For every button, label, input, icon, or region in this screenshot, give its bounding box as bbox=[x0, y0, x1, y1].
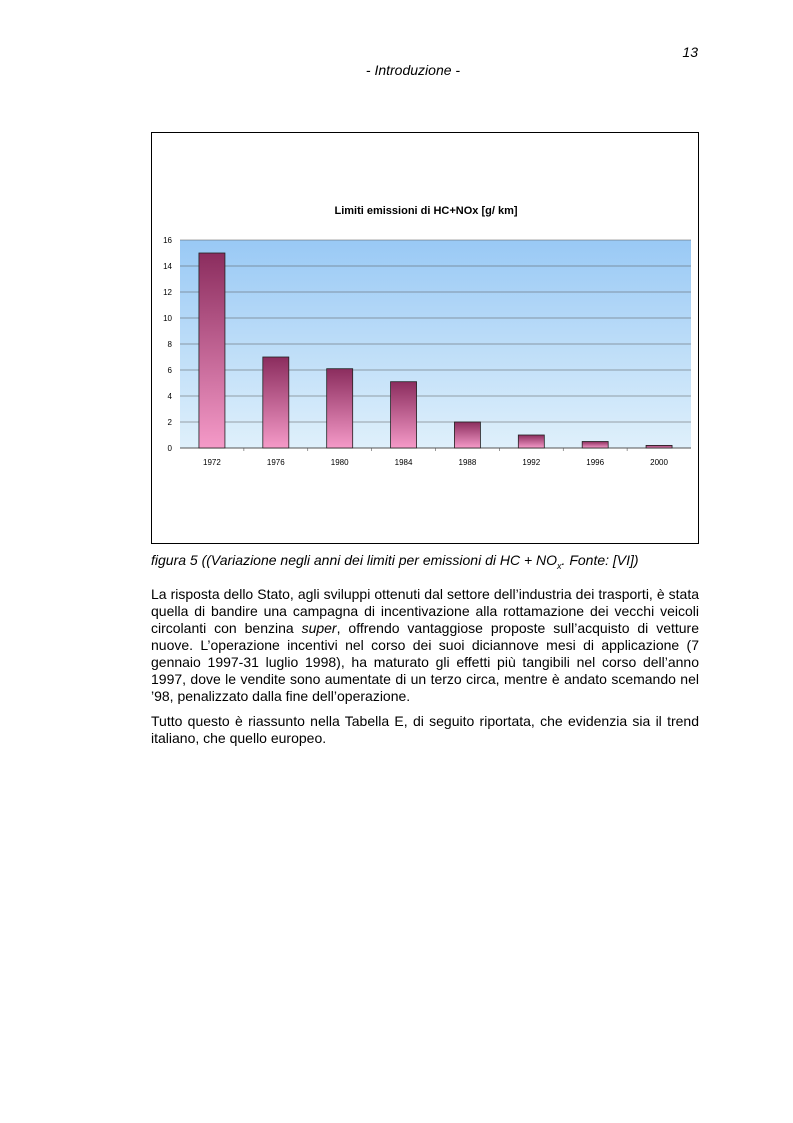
bar-1980 bbox=[327, 369, 353, 448]
x-tick-label: 2000 bbox=[650, 458, 668, 467]
bar-2000 bbox=[646, 445, 672, 448]
bar-chart bbox=[152, 133, 698, 543]
x-tick-label: 1996 bbox=[586, 458, 605, 467]
figure-caption bbox=[151, 552, 711, 571]
x-tick-label: 1980 bbox=[330, 458, 349, 467]
y-axis-ticks bbox=[163, 236, 172, 453]
x-tick-label: 1976 bbox=[266, 458, 285, 467]
bar-1988 bbox=[454, 422, 480, 448]
y-tick-label: 14 bbox=[163, 262, 172, 271]
para1-emphasis: super bbox=[301, 620, 337, 636]
y-tick-label: 10 bbox=[163, 314, 172, 323]
bar-1972 bbox=[199, 253, 225, 448]
y-tick-label: 0 bbox=[167, 444, 172, 453]
x-tick-label: 1988 bbox=[458, 458, 477, 467]
body-paragraph-2: Tutto questo è riassunto nella Tabella E, di seguito riportata, che evidenzia sia il trend italiano, che quello europeo. bbox=[151, 713, 699, 746]
x-tick-label: 1972 bbox=[203, 458, 221, 467]
figure-frame bbox=[151, 132, 699, 544]
y-tick-label: 4 bbox=[167, 392, 172, 401]
caption-subscript: x bbox=[557, 560, 562, 571]
caption-source: . Fonte: [VI]) bbox=[561, 552, 639, 568]
y-tick-label: 12 bbox=[163, 288, 172, 297]
caption-text: figura 5 ((Variazione negli anni dei limiti per emissioni di HC + NO bbox=[151, 552, 558, 568]
bar-1996 bbox=[582, 442, 608, 449]
x-tick-label: 1992 bbox=[522, 458, 541, 467]
para1-text-a: La risposta dello Stato, agli sviluppi ottenuti dal settore dell’industria dei trasporti, è stata quella di bandire una campagna di incentivazione alla rottamazione dei vecchi veicoli circolanti con benzina bbox=[151, 586, 699, 636]
page-number: 13 bbox=[682, 44, 698, 60]
body-paragraph-1 bbox=[151, 586, 699, 705]
x-tick-label: 1984 bbox=[394, 458, 413, 467]
y-tick-label: 8 bbox=[167, 340, 172, 349]
bar-1992 bbox=[518, 435, 544, 448]
running-header: - Introduzione - bbox=[365, 62, 461, 78]
para1-text-b: , offrendo vantaggiose proposte sull’acquisto di vetture nuove. L’operazione incentivi nel corso dei suoi diciannove mesi di applicazione (7 gennaio 1997-31 luglio 1998), ha maturato gli effetti più tangibili nel corso dell’anno 1997, dove le vendite sono aumentate di un terzo circa, mentre è andato scemando nel ’98, penalizzato dalla fine dell’operazione. bbox=[151, 620, 699, 704]
bar-1984 bbox=[391, 382, 417, 448]
y-tick-label: 6 bbox=[167, 366, 172, 375]
chart-title: Limiti emissioni di HC+NOx [g/ km] bbox=[334, 205, 518, 217]
x-axis-ticks bbox=[203, 448, 668, 467]
bar-1976 bbox=[263, 357, 289, 448]
y-tick-label: 16 bbox=[163, 236, 172, 245]
y-tick-label: 2 bbox=[167, 418, 172, 427]
